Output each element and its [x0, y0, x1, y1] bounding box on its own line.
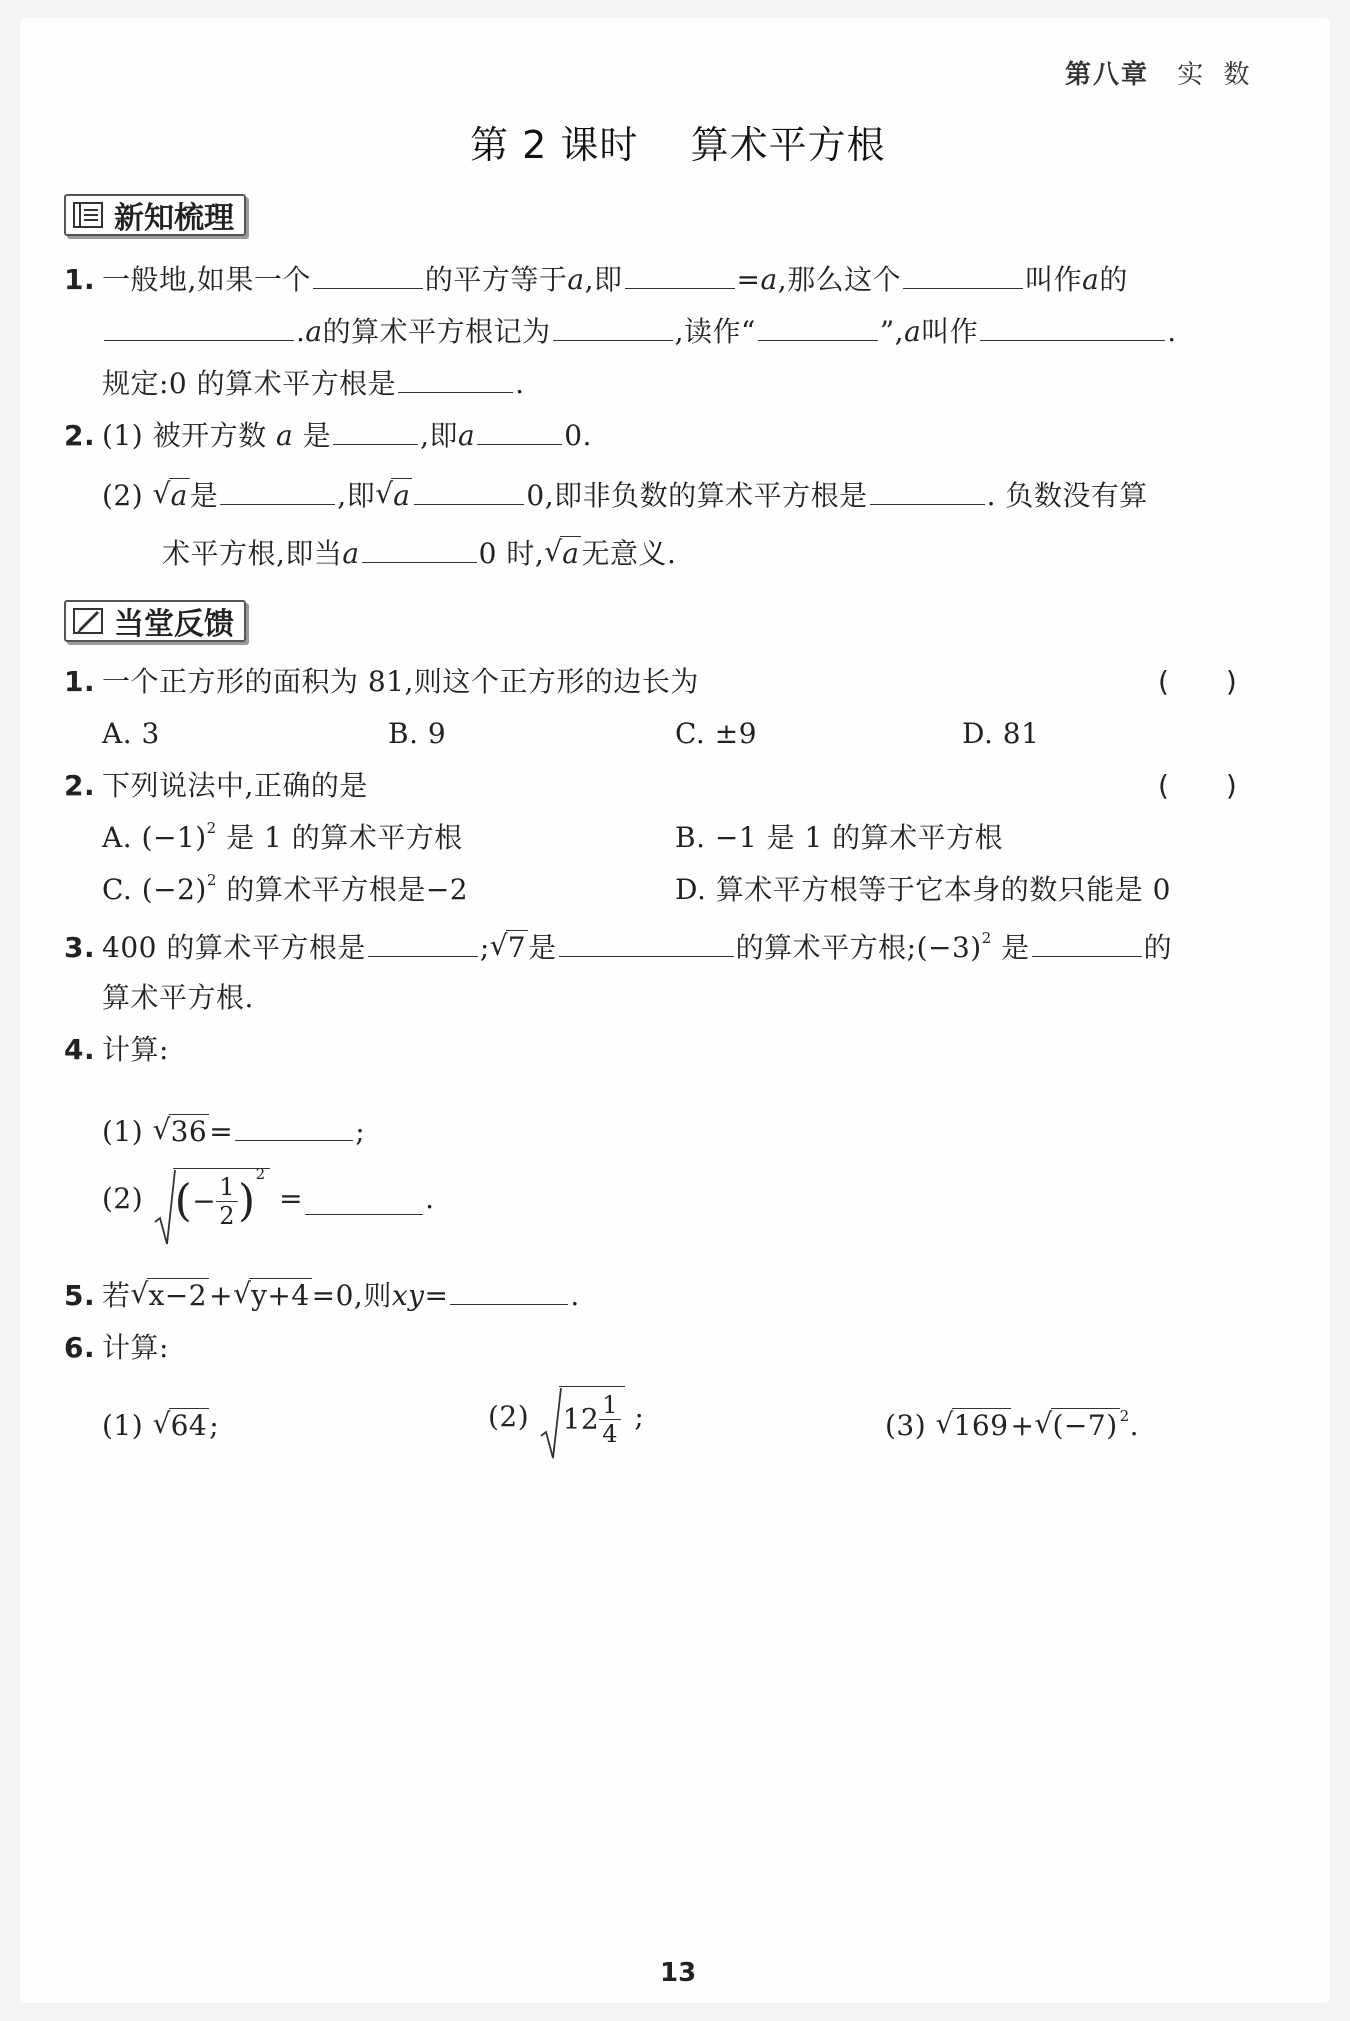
feedback-q3-line1 — [64, 926, 1172, 968]
part-label: (3) — [885, 1409, 927, 1442]
text: 计算: — [102, 1331, 169, 1364]
fraction — [599, 1391, 621, 1448]
text: 是 1 的算术平方根 — [226, 821, 463, 854]
text: . — [515, 367, 525, 400]
radicand: 169 — [953, 1409, 1009, 1442]
question-number: 1. — [64, 263, 96, 296]
text: 是 — [189, 479, 219, 512]
chapter-header — [1065, 54, 1256, 91]
text: . — [425, 1182, 435, 1215]
lesson-title: 第 2 课时 算术平方根 — [470, 123, 886, 167]
knowledge-q2-line2 — [102, 474, 1148, 516]
exponent: 2 — [981, 929, 992, 947]
radicand: (−7) — [1052, 1409, 1118, 1442]
radicand — [173, 1165, 270, 1230]
section-header-feedback — [64, 600, 246, 642]
part-label: (1) — [102, 1409, 144, 1442]
text: 的算术平方根记为 — [322, 315, 551, 348]
text: ; — [634, 1400, 645, 1433]
option-a[interactable] — [102, 818, 463, 858]
text: . — [1129, 1409, 1140, 1442]
notebook-icon — [72, 200, 106, 230]
text: . — [1167, 315, 1177, 348]
answer-blank[interactable] — [758, 310, 878, 341]
answer-blank[interactable] — [450, 1274, 568, 1305]
feedback-q2-stem — [64, 766, 368, 806]
feedback-q4-part2 — [102, 1165, 435, 1248]
right-paren: ) — [238, 1175, 256, 1227]
text: + — [1010, 1409, 1035, 1442]
feedback-q1-stem — [64, 662, 699, 702]
radicand: a — [393, 479, 411, 512]
radical-sign: √ — [544, 535, 563, 568]
text: 0 时, — [478, 537, 545, 570]
radicand: x−2 — [148, 1279, 208, 1312]
radical-sign: √ — [152, 1113, 171, 1146]
text: = — [279, 1182, 304, 1215]
radical-sign: √ — [935, 1407, 954, 1440]
answer-blank[interactable] — [313, 258, 423, 289]
text: 规定:0 的算术平方根是 — [102, 367, 397, 400]
answer-blank[interactable] — [625, 258, 735, 289]
answer-blank[interactable] — [1032, 926, 1142, 957]
denominator: 2 — [219, 1202, 235, 1230]
radical-sign: √ — [130, 1277, 149, 1310]
answer-blank[interactable] — [980, 310, 1165, 341]
feedback-q6-part2 — [488, 1386, 644, 1466]
text: 0. — [564, 419, 592, 452]
radicand — [559, 1386, 625, 1448]
numerator: 1 — [216, 1173, 238, 1202]
option-b[interactable]: B. −1 是 1 的算术平方根 — [675, 821, 1004, 854]
text: C. (−2) — [102, 873, 207, 906]
knowledge-q1-line3 — [102, 362, 525, 404]
variable: a — [1082, 263, 1100, 296]
option-a[interactable]: A. 3 — [102, 717, 160, 750]
feedback-q5 — [64, 1274, 580, 1316]
knowledge-q2-line1 — [64, 414, 592, 456]
text: 叫作 — [921, 315, 979, 348]
radical-sign: √ — [489, 929, 509, 962]
answer-blank[interactable] — [368, 926, 478, 957]
text: 叫作 — [1025, 263, 1083, 296]
answer-blank[interactable] — [220, 474, 335, 505]
radical-sign: √ — [1034, 1407, 1053, 1440]
text: 计算: — [102, 1033, 169, 1066]
text: (1) 被开方数 — [102, 419, 267, 452]
variable: a — [567, 263, 585, 296]
sqrt-expression — [153, 1165, 270, 1230]
option-d[interactable]: D. 81 — [962, 717, 1040, 750]
left-paren: ( — [174, 1175, 193, 1227]
text: ”, — [879, 315, 905, 348]
fraction — [216, 1173, 238, 1230]
text: 无意义. — [581, 537, 677, 570]
sqrt-expression — [936, 1406, 1011, 1446]
sqrt-expression — [539, 1386, 625, 1448]
denominator: 4 — [602, 1420, 618, 1448]
radical-sign: √ — [233, 1277, 252, 1310]
answer-blank[interactable] — [414, 474, 524, 505]
text: ,读作“ — [674, 315, 756, 348]
text: A. (−1) — [102, 821, 207, 854]
text: ,那么这个 — [777, 263, 902, 296]
radicand: 7 — [507, 931, 527, 964]
feedback-q6-part3 — [885, 1406, 1139, 1446]
feedback-q4-part1 — [102, 1110, 365, 1152]
feedback-q3-line2: 算术平方根. — [102, 981, 254, 1014]
text: + — [209, 1279, 234, 1312]
chapter-number: 第八章 — [1065, 60, 1150, 90]
text: = — [736, 263, 761, 296]
text: 是 — [302, 419, 332, 452]
sqrt-expression — [490, 928, 528, 968]
variable: a — [275, 419, 294, 452]
feedback-q6-stem — [64, 1328, 169, 1368]
text: 400 的算术平方根是 — [102, 931, 366, 964]
text: . 负数没有算 — [986, 479, 1148, 512]
exponent: 2 — [206, 871, 217, 889]
answer-blank[interactable] — [104, 310, 294, 341]
text: 的算术平方根是−2 — [226, 873, 469, 906]
section-title: 新知梳理 — [114, 201, 234, 236]
text: 的 — [1143, 931, 1173, 964]
sqrt-expression — [153, 1112, 210, 1152]
knowledge-q2-line3 — [162, 532, 676, 574]
option-b[interactable]: B. 9 — [388, 717, 447, 750]
radical-sign — [539, 1386, 563, 1462]
answer-blank[interactable] — [305, 1184, 423, 1215]
answer-blank[interactable] — [362, 532, 477, 563]
text: 一个正方形的面积为 81,则这个正方形的边长为 — [102, 665, 699, 698]
sqrt-expression — [131, 1276, 210, 1316]
answer-blank[interactable] — [559, 926, 734, 957]
radicand: 36 — [170, 1115, 208, 1148]
numerator: 1 — [599, 1391, 621, 1420]
sqrt-expression — [544, 534, 581, 574]
answer-blank[interactable] — [903, 258, 1023, 289]
text: ; — [355, 1115, 366, 1148]
answer-blank[interactable] — [477, 414, 562, 445]
radicand: a — [562, 537, 580, 570]
sqrt-expression — [1035, 1406, 1120, 1446]
text: 0,即非负数的算术平方根是 — [526, 479, 868, 512]
text: = — [424, 1279, 449, 1312]
section-title: 当堂反馈 — [114, 607, 234, 642]
sqrt-expression — [375, 476, 412, 516]
answer-bracket[interactable]: ( ) — [1158, 665, 1238, 698]
part-label: (2) — [102, 1182, 144, 1215]
knowledge-q1-line1 — [64, 258, 1128, 300]
knowledge-q1-line2 — [102, 310, 1177, 352]
pencil-note-icon — [72, 606, 106, 636]
text: 的算术平方根;(−3) — [735, 931, 982, 964]
text: − — [192, 1184, 217, 1218]
text: = — [209, 1115, 234, 1148]
part-label: (1) — [102, 1115, 144, 1148]
text: 一般地,如果一个 — [102, 263, 311, 296]
text: . — [296, 315, 306, 348]
feedback-q4-stem — [64, 1030, 169, 1070]
radicand: a — [170, 479, 188, 512]
text: 是 — [528, 931, 557, 964]
question-number: 2. — [64, 769, 96, 802]
radicand: 64 — [170, 1409, 208, 1442]
text: ,即 — [584, 263, 623, 296]
sqrt-expression — [153, 1406, 210, 1446]
radical-sign: √ — [152, 477, 171, 510]
exponent: 2 — [255, 1165, 266, 1183]
section-header-new-knowledge — [64, 194, 246, 236]
radicand: y+4 — [251, 1279, 310, 1312]
exponent: 2 — [206, 819, 217, 837]
variable: a — [458, 419, 476, 452]
radical-sign — [153, 1168, 177, 1248]
text: 的平方等于 — [424, 263, 568, 296]
variable: a — [305, 315, 323, 348]
answer-blank[interactable] — [870, 474, 985, 505]
text: ,即 — [337, 479, 376, 512]
answer-blank[interactable] — [235, 1110, 353, 1141]
text: 的 — [1099, 263, 1128, 296]
text: ; — [209, 1409, 220, 1442]
text: 12 — [562, 1402, 600, 1436]
question-number: 6. — [64, 1331, 96, 1364]
exponent: 2 — [1119, 1407, 1130, 1425]
option-d[interactable]: D. 算术平方根等于它本身的数只能是 0 — [675, 873, 1171, 906]
radical-sign: √ — [375, 477, 394, 510]
variable: a — [904, 315, 922, 348]
text: =0,则 — [311, 1279, 392, 1312]
chapter-title: 实 数 — [1177, 60, 1256, 90]
page-number: 13 — [660, 1958, 697, 1988]
answer-blank[interactable] — [553, 310, 673, 341]
text: ; — [479, 931, 490, 964]
radical-sign: √ — [152, 1407, 171, 1440]
question-number: 1. — [64, 665, 96, 698]
question-number: 5. — [64, 1279, 96, 1312]
text: 是 — [1001, 931, 1030, 964]
variable: a — [342, 537, 360, 570]
question-number: 3. — [64, 931, 96, 964]
variable: xy — [391, 1279, 425, 1312]
text: ,即 — [420, 419, 459, 452]
option-c[interactable]: C. ±9 — [675, 717, 758, 750]
text: 术平方根,即当 — [162, 537, 343, 570]
variable: a — [760, 263, 778, 296]
answer-bracket[interactable]: ( ) — [1158, 769, 1238, 802]
feedback-q6-part1 — [102, 1406, 219, 1446]
option-c[interactable] — [102, 870, 468, 910]
question-number: 4. — [64, 1033, 96, 1066]
text: 下列说法中,正确的是 — [102, 769, 368, 802]
sqrt-expression — [233, 1276, 312, 1316]
text: (2) — [102, 479, 144, 512]
answer-blank[interactable] — [333, 414, 418, 445]
answer-blank[interactable] — [398, 362, 513, 393]
question-number: 2. — [64, 419, 96, 452]
sqrt-expression — [153, 476, 190, 516]
text: . — [570, 1279, 580, 1312]
part-label: (2) — [488, 1400, 530, 1433]
text: 若 — [102, 1279, 131, 1312]
worksheet-page — [20, 18, 1330, 2003]
